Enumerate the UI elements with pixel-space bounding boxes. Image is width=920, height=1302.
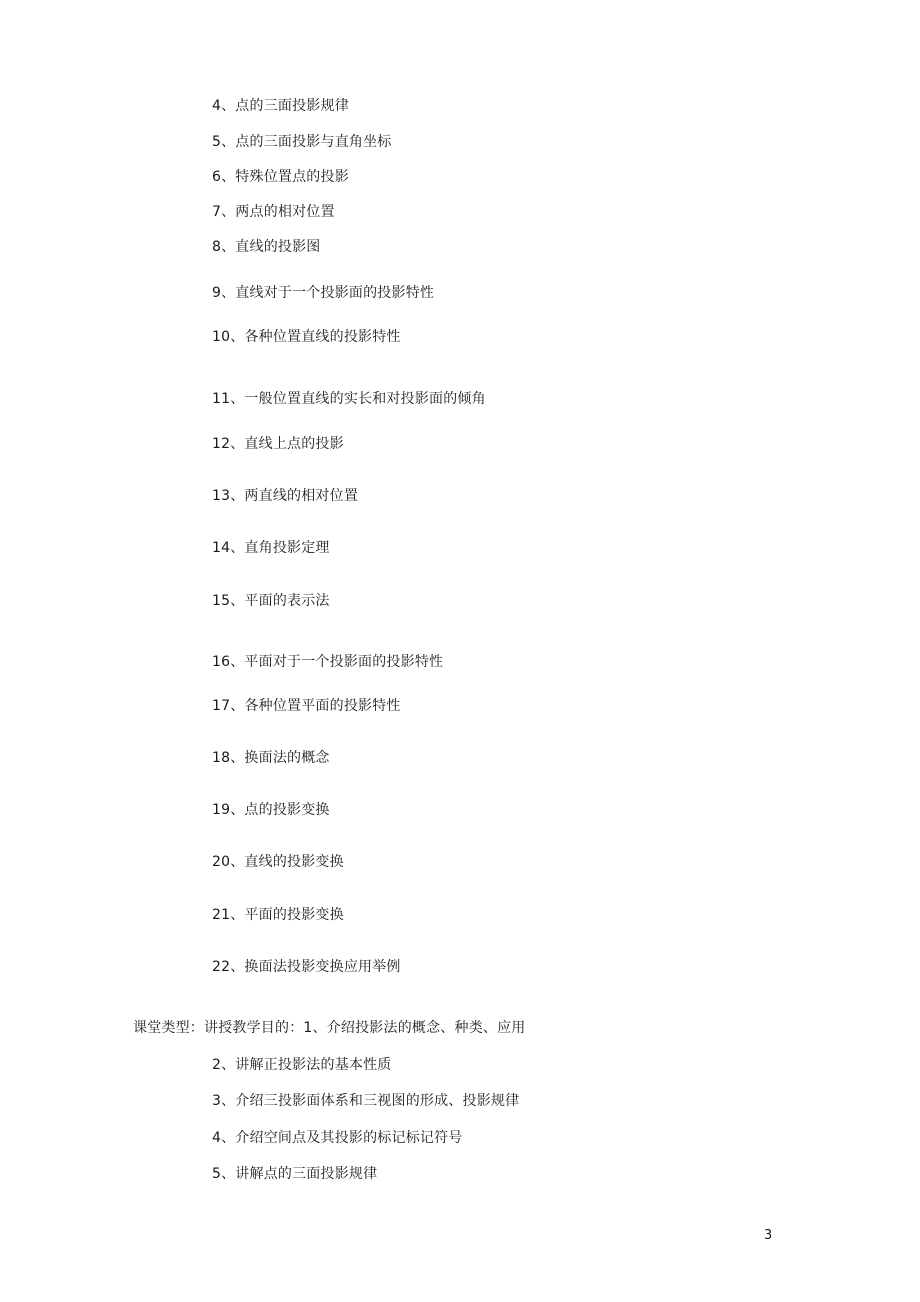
outline-item: 19、点的投影变换 (212, 802, 330, 818)
objective-item: 5、讲解点的三面投影规律 (212, 1166, 378, 1182)
outline-item: 17、各种位置平面的投影特性 (212, 698, 401, 714)
outline-item: 15、平面的表示法 (212, 593, 330, 609)
page-number: 3 (764, 1228, 773, 1243)
outline-item: 7、两点的相对位置 (212, 204, 335, 220)
outline-item: 10、各种位置直线的投影特性 (212, 329, 401, 345)
outline-item: 6、特殊位置点的投影 (212, 169, 349, 185)
lesson-header: 课堂类型：讲授教学目的：1、介绍投影法的概念、种类、应用 (133, 1020, 526, 1036)
outline-item: 11、一般位置直线的实长和对投影面的倾角 (212, 391, 486, 407)
outline-item: 16、平面对于一个投影面的投影特性 (212, 654, 444, 670)
outline-item: 21、平面的投影变换 (212, 907, 344, 923)
outline-item: 14、直角投影定理 (212, 540, 330, 556)
objective-item: 4、介绍空间点及其投影的标记标记符号 (212, 1130, 463, 1146)
outline-item: 8、直线的投影图 (212, 239, 321, 255)
objective-item: 3、介绍三投影面体系和三视图的形成、投影规律 (212, 1093, 520, 1109)
outline-item: 9、直线对于一个投影面的投影特性 (212, 285, 435, 301)
outline-item: 20、直线的投影变换 (212, 854, 344, 870)
outline-item: 5、点的三面投影与直角坐标 (212, 134, 392, 150)
outline-item: 4、点的三面投影规律 (212, 98, 349, 114)
outline-item: 13、两直线的相对位置 (212, 488, 359, 504)
outline-item: 12、直线上点的投影 (212, 436, 344, 452)
objective-item: 2、讲解正投影法的基本性质 (212, 1057, 392, 1073)
outline-item: 18、换面法的概念 (212, 750, 330, 766)
outline-item: 22、换面法投影变换应用举例 (212, 959, 401, 975)
